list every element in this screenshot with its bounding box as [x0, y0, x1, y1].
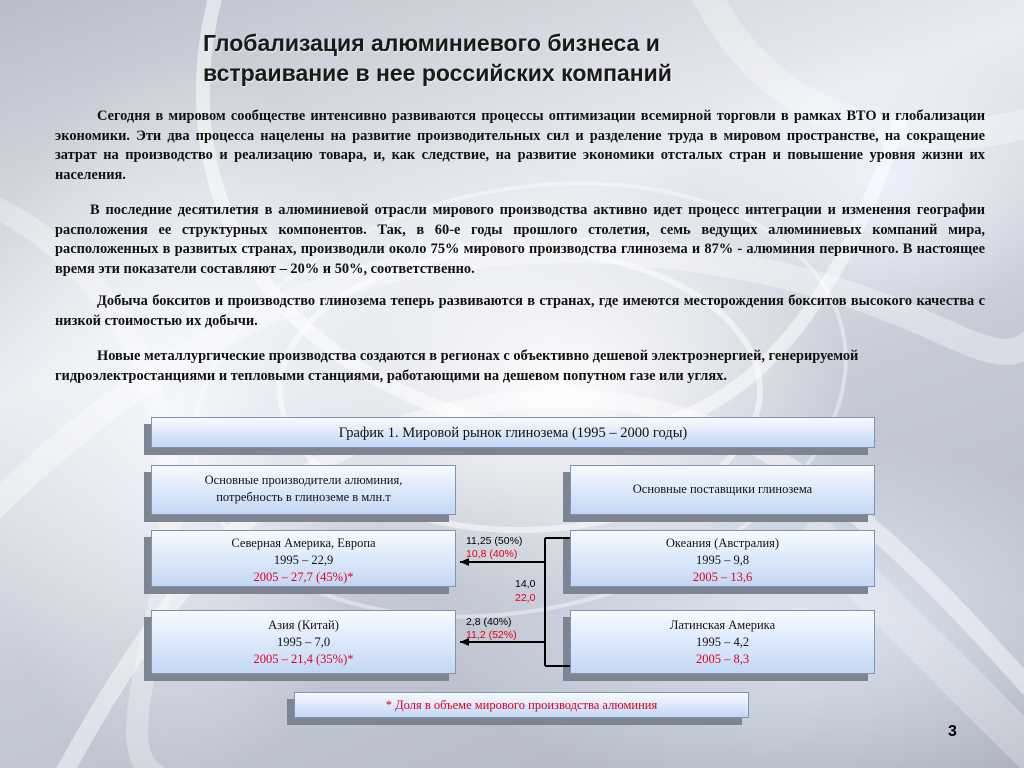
flow-bottom-2005: 11,2 (52%): [466, 629, 517, 641]
title-line-1: Глобализация алюминиевого бизнеса и: [203, 30, 660, 56]
region-name: Латинская Америка: [669, 618, 776, 632]
producers-header-line-1: Основные производители алюминия,: [204, 473, 403, 487]
region-asia-china: [151, 610, 456, 674]
producers-header-line-2: потребность в глиноземе в млн.т: [216, 490, 391, 504]
title-line-2: встраивание в нее российских компаний: [203, 60, 672, 86]
region-name: Азия (Китай): [268, 618, 339, 632]
region-value-1995: 1995 – 9,8: [695, 553, 750, 567]
page-number: 3: [948, 723, 957, 740]
flow-top-1995: 11,25 (50%): [466, 535, 523, 547]
paragraph-1: Сегодня в мировом сообществе интенсивно развиваются процессы оптимизации всемирной торговли в рамках ВТО и глобализации экономики. Эти два процесса нацелены на развитие производительных сил и разделение труда в мировом пространстве, на сокращение затрат на производство и реализацию товара, и, как следствие, на развитие экономики отсталых стран и повышение уровня жизни их населения.: [55, 108, 985, 183]
region-value-1995: 1995 – 4,2: [695, 635, 750, 649]
paragraph-3: Добыча бокситов и производство глинозема теперь развиваются в странах, где имеются месторождения бокситов высокого качества с низкой стоимостью их добычи.: [55, 293, 985, 329]
page-title: [203, 28, 763, 88]
region-oceania-australia: [570, 530, 875, 587]
region-name: Океания (Австралия): [665, 536, 780, 550]
flow-bottom-1995: 2,8 (40%): [466, 616, 512, 628]
region-value-2005: 2005 – 27,7 (45%)*: [253, 570, 354, 584]
region-north-america-europe: [151, 530, 456, 587]
region-latin-america: [570, 610, 875, 674]
flow-mid-2005: 22,0: [515, 592, 536, 604]
flow-top-2005: 10,8 (40%): [466, 548, 518, 560]
region-value-2005: 2005 – 8,3: [695, 652, 750, 666]
region-value-2005: 2005 – 21,4 (35%)*: [253, 652, 354, 666]
chart-title: График 1. Мировой рынок глинозема (1995 – 2000 годы): [151, 417, 875, 448]
paragraph-2: В последние десятилетия в алюминиевой отрасли мирового производства активно идет процесс интеграции и изменения географии расположения ее структурных компонентов. Так, в 60-е годы прошлого столетия, семь ведущих алюминиевых компаний мира, расположенных в развитых странах, производили около 75% мирового производства глинозема и 87% - алюминия первичного. В настоящее время эти показатели составляют – 20% и 50%, соответственно.: [55, 202, 985, 277]
region-value-2005: 2005 – 13,6: [692, 570, 753, 584]
footnote-text: * Доля в объеме мирового производства алюминия: [385, 698, 658, 712]
producers-header: [151, 465, 456, 515]
footnote: [294, 692, 749, 718]
flow-mid-1995: 14,0: [515, 578, 536, 590]
region-value-1995: 1995 – 22,9: [273, 553, 334, 567]
region-value-1995: 1995 – 7,0: [276, 635, 331, 649]
suppliers-header: Основные поставщики глинозема: [570, 465, 875, 515]
paragraph-4: Новые металлургические производства создаются в регионах с объективно дешевой электроэнергией, генерируемой гидроэлектростанциями и тепловыми станциями, работающими на дешевом попутном газе или углях.: [55, 348, 859, 384]
region-name: Северная Америка, Европа: [231, 536, 376, 550]
